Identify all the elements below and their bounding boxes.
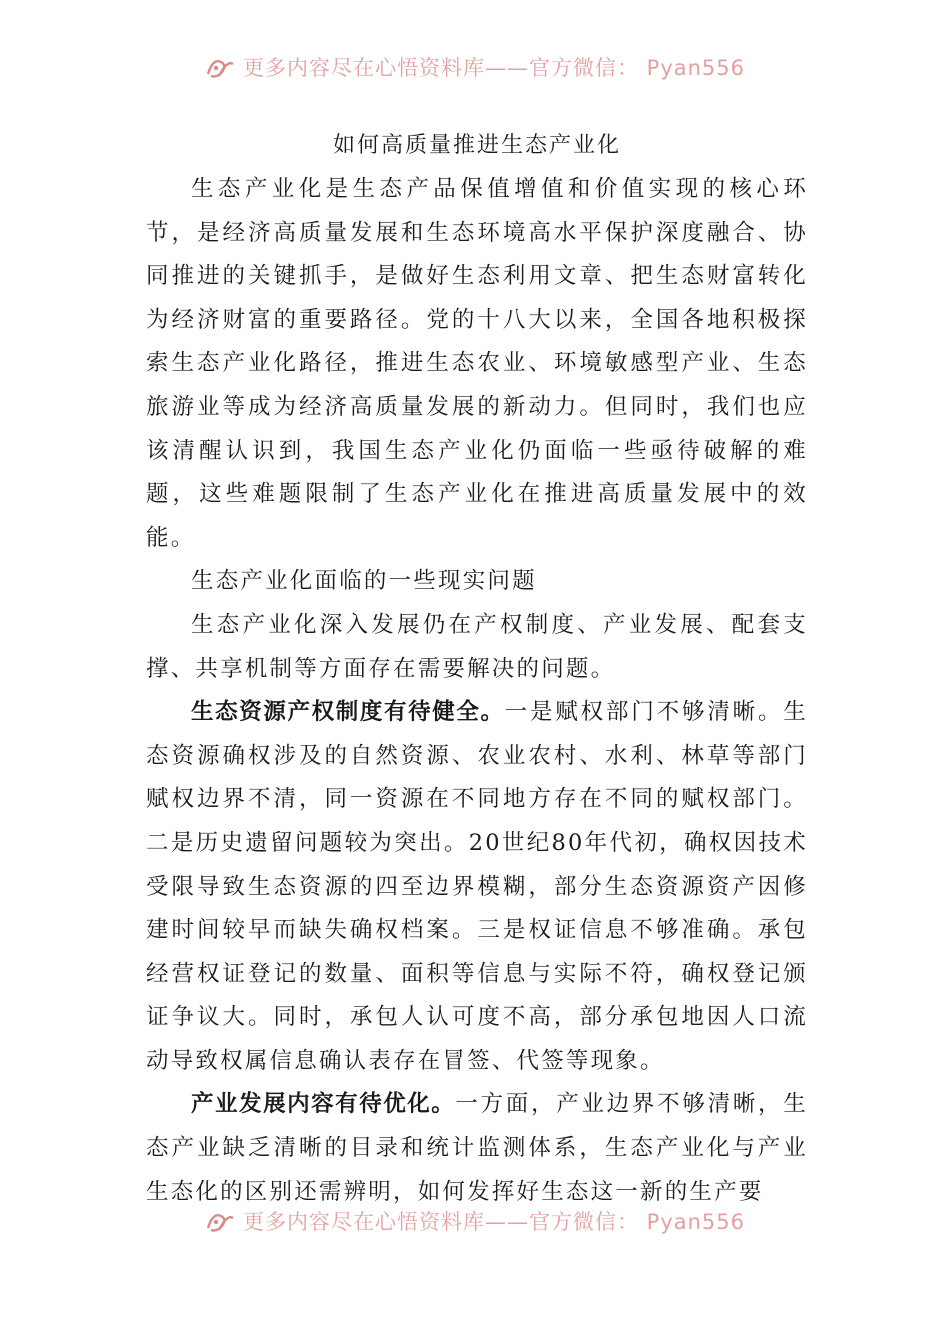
paragraph-industry-development	[146, 1083, 808, 1214]
section-heading	[146, 560, 808, 604]
watermark-logo-icon	[205, 54, 235, 80]
paragraph-summary	[146, 604, 808, 691]
watermark-text: 更多内容尽在心悟资料库——官方微信： Pyan556	[242, 1210, 746, 1234]
document-title: 如何高质量推进生态产业化	[332, 133, 621, 158]
watermark-footer	[0, 1204, 950, 1238]
section-heading-text: 生态产业化面临的一些现实问题	[191, 568, 537, 595]
watermark-header	[0, 50, 950, 84]
paragraph-lead: 产业发展内容有待优化。	[191, 1091, 456, 1118]
paragraph-body: 生态产业化深入发展仍在产权制度、产业发展、配套支撑、共享机制等方面存在需要解决的问题。	[146, 611, 808, 682]
paragraph-lead: 生态资源产权制度有待健全。	[191, 699, 505, 726]
watermark-logo-icon	[205, 1208, 235, 1234]
watermark-text: 更多内容尽在心悟资料库——官方微信： Pyan556	[242, 56, 746, 80]
paragraph-body: 一方面，产业边界不够清晰，生态产业缺乏清晰的目录和统计监测体系，生态产业化与产业生态化的区别还需辨明，如何发挥好生态这一新的生产要	[146, 1091, 808, 1205]
paragraph-body: 生态产业化是生态产品保值增值和价值实现的核心环节，是经济高质量发展和生态环境高水平保护深度融合、协同推进的关键抓手，是做好生态利用文章、把生态财富转化为经济财富的重要路径。党的十八大以来，全国各地积极探索生态产业化路径，推进生态农业、环境敏感型产业、生态旅游业等成为经济高质量发展的新动力。但同时，我们也应该清醒认识到，我国生态产业化仍面临一些亟待破解的难题，这些难题限制了生态产业化在推进高质量发展中的效能。	[146, 176, 808, 551]
paragraph-property-rights	[146, 691, 808, 1083]
paragraph-body: 一是赋权部门不够清晰。生态资源确权涉及的自然资源、农业农村、水利、林草等部门赋权边界不清，同一资源在不同地方存在不同的赋权部门。二是历史遗留问题较为突出。20世纪80年代初，确权因技术受限导致生态资源的四至边界模糊，部分生态资源资产因修建时间较早而缺失确权档案。三是权证信息不够准确。承包经营权证登记的数量、面积等信息与实际不符，确权登记颁证争议大。同时，承包人认可度不高，部分承包地因人口流动导致权属信息确认表存在冒签、代签等现象。	[146, 699, 808, 1074]
document-page	[146, 124, 808, 1214]
paragraph-intro	[146, 168, 808, 560]
